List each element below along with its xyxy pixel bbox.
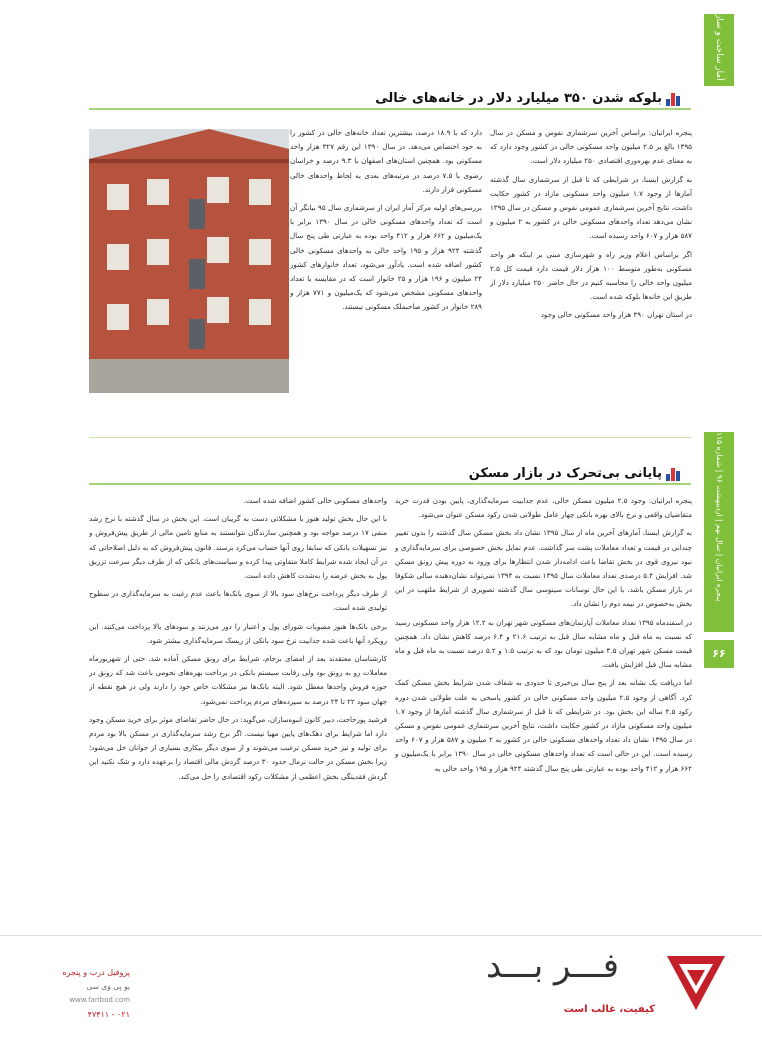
- divider: [89, 437, 691, 438]
- article1-title: بلوکه شدن ۳۵۰ میلیارد دلار در خانه‌های خالی: [375, 91, 662, 106]
- paragraph: در اسفندماه ۱۳۹۵ تعداد معاملات آپارتمان‌های مسکونی شهر تهران به ۱۲.۲ هزار واحد مسکونی رسید که نسبت به ماه قبل و ماه مشابه سال قبل به ترتیب ۲۱.۶ و ۶.۴ درصد کاهش نشان داد. همچنین قیمت مسکن شهر تهران ۴.۵ میلیون تومان بود که به ترتیب ۱.۵ و ۵.۲ درصد نسبت به ماه قبل و ماه مشابه سال قبل افزایش یافت.: [395, 617, 692, 670]
- paragraph: پنجره ایرانیان: وجود ۲.۵ میلیون مسکن خالی، عدم جذابیت سرمایه‌گذاری، پایین بودن قدرت خرید متقاضیان واقعی و نرخ بالای بهره بانکی چهار عامل طولانی شدن رکود مسکن عنوان می‌شود.: [395, 496, 692, 520]
- faribod-logo-icon: [665, 950, 727, 1012]
- paragraph: به گزارش ایسنا، در شرایطی که تا قبل از سرشماری سال گذشته آمارها از وجود ۱.۷ میلیون واحد مسکونی مازاد در کشور حکایت داشت، نتایج آخرین سرشماری عمومی نفوس و مسکن در سال ۱۳۹۵ نشان می‌دهد تعداد واحدهای مسکونی خالی در کشور به ۲ میلیون و ۵۸۷ هزار و ۶۰۷ واحد رسیده است.: [490, 174, 692, 241]
- paragraph: واحدهای مسکونی خالی کشور اضافه شده است.: [243, 496, 387, 505]
- paragraph: کارشناسان معتقدند بعد از امضای برجام، شرایط برای رونق مسکن آماده شد. حتی از شهریورماه معاملات رو به رونق بود ولی رقابت سیستم بانکی در پرداخت بهره‌های نجومی باعث شد که رونق در حوزه فروش واحدها معطل شود. البته بانک‌ها نیز مشکلات خاص خود را دارند ولی در هیچ نقطه از جهان سود ۲۲ تا ۲۴ درصد به سپرده‌های مردم پرداخت نمی‌شود.: [89, 654, 387, 706]
- paragraph: برخی بانک‌ها هنوز مصوبات شورای پول و اعتبار را دور می‌زنند و سودهای بالا پرداخت می‌کنند. این رویکرد آنها باعث شده جذابیت نرخ سود بانکی از ریسک سرمایه‌گذاری بیشتر شود.: [89, 621, 387, 645]
- bar-chart-icon: [666, 92, 682, 106]
- ad-profile-line: پروفیل درب و پنجره: [62, 968, 130, 977]
- article2-column-left: [89, 494, 387, 920]
- ad-brand: فـــر بـــد: [486, 946, 619, 986]
- article1-column-right: [490, 126, 692, 402]
- apartment-building-image: [89, 129, 289, 393]
- paragraph: پنجره ایرانیان: براساس آخرین سرشماری نفوس و مسکن در سال ۱۳۹۵ بالغ بر ۲.۵ میلیون واحد مسکونی خالی در کشور وجود دارد که به معنای عدم بهره‌وری اقتصادی ۲۵۰ میلیارد دلار است.: [490, 128, 692, 166]
- title-rule: [89, 483, 691, 485]
- section-label: آمار ساخت و ساز: [714, 14, 724, 81]
- article2-title: پایانی بی‌تحرک در بازار مسکن: [468, 466, 662, 481]
- paragraph: در استان تهران ۴۹۰ هزار واحد مسکونی خالی وجود: [540, 310, 692, 320]
- article2-column-right: [395, 494, 692, 920]
- section-tab: [704, 14, 734, 86]
- paragraph: به گزارش ایسنا، آمارهای آخرین ماه از سال ۱۳۹۵ نشان داد بخش مسکن سال گذشته را بدون تغییر چندانی در قیمت و تعداد معاملات پشت سر گذاشت. عدم تمایل بخش خصوصی برای سرمایه‌گذاری و نبود نیروی قوی در بخش تقاضا باعث ادامه‌دار شدن انتظارها برای ورود به دوره پیش رونق مسکن شد. افزایش ۵.۴ درصدی تعداد معاملات سال ۱۳۹۵ نسبت به ۱۳۹۴ نمی‌تواند نشان‌دهنده سالی شکوفا در بازار مسکن باشد. با این حال نوسانات سینوسی سال گذشته تصویری از شرایط ملتهب در این بخش به‌خصوص در نیمه دوم را نشان داد.: [395, 528, 692, 609]
- ad-slogan: کیفیت، غالب است: [563, 1004, 655, 1015]
- ad-sub-line: یو پی وی سی: [86, 982, 130, 991]
- paragraph: از طرف دیگر پرداخت نرخ‌های سود بالا از سوی بانک‌ها باعث عدم رغبت به سرمایه‌گذاری در سطوح تولیدی شده است.: [89, 589, 387, 613]
- paragraph: اما دریافت یک نشانه بعد از پنج سال بی‌خبری تا حدودی به شفاف شدن شرایط بخش مسکن کمک کرد. آگاهی از وجود ۲.۵ میلیون واحد مسکونی خالی در کشور پاسخی به علت طولانی شدن دوره رکود ۴.۵ ساله این بخش بود. در شرایطی که تا قبل از سرشماری سال گذشته آمارها از وجود ۱.۷ میلیون واحد مسکونی مازاد در کشور حکایت داشت، نتایج آخرین سرشماری عمومی نفوس و مسکن در سال ۱۳۹۵ نشان داد تعداد واحدهای مسکونی خالی در کشور به ۲ میلیون و ۵۸۷ هزار و ۶۰۷ واحد رسیده است. این در حالی است که تعداد واحدهای مسکونی خالی در سال ۱۳۹۰ برابر با یک‌میلیون و ۶۶۲ هزار و ۴۱۲ واحد بوده به عبارتی طی پنج سال گذشته ۹۲۴ هزار و ۱۹۵ واحد خالی به: [395, 678, 692, 773]
- ad-phone: ۰۲۱ - ۴۷۴۱۱: [87, 1010, 130, 1019]
- ad-website: www.faribod.com: [69, 996, 130, 1004]
- bar-chart-icon: [666, 467, 682, 481]
- paragraph: اگر براساس اعلام وزیر راه و شهرسازی مبنی بر اینکه هر واحد مسکونی به‌طور متوسط ۱۰۰ هزار دلار قیمت دارد قیمت کل ۲.۵ میلیون واحد خالی را محاسبه کنیم در حال حاضر ۲۵۰ میلیارد دلار از طریق این خانه‌ها بلوکه شده است.: [490, 249, 692, 302]
- paragraph: بررسی‌های اولیه مرکز آمار ایران از سرشماری سال ۹۵ بیانگر آن است که تعداد واحدهای مسکونی خالی در سال ۱۳۹۰ برابر با یک‌میلیون و ۶۶۲ هزار و ۴۱۲ واحد بوده به عبارتی طی پنج سال گذشته ۹۲۴ هزار و ۱۹۵ واحد خالی به واحدهای مسکونی خالی کشور اضافه شده است. یادآور می‌شود، تعداد خانوارهای کشور ۲۴ میلیون و ۱۹۶ هزار و ۲۵ خانوار است که در مقایسه با تعداد واحدهای مسکونی مشخص می‌شود که یک‌میلیون و ۷۷۱ هزار و ۲۸۹ خانوار در کشور صاحبملک مسکونی نیستند.: [290, 203, 482, 312]
- page-number: ۶۶: [704, 640, 734, 668]
- title-rule: [89, 108, 691, 110]
- paragraph: فرشید پورحاجت، دبیر کانون انبوه‌سازان، می‌گوید: در حال حاضر تقاضای موثر برای خرید مسکن وجود دارد اما شرایط برای دهک‌های پایین مهیا نیست. اگر نرخ رشد سرمایه‌گذاری در مسکن بالا بود مردم برای تولید و نیز خرید مسکن ترغیب می‌شوند و از سوی دیگر بیکاری بسیاری از جوانان حل می‌شود؛ زیرا بخش مسکن در حالت نرمال حدود ۳۰ درصد گردش مالی اقتصاد را برعهده دارد و شک نکنید این گردش فقدینگی بخش اعظمی از مشکلات رکود اقتصادی را حل می‌کند.: [89, 714, 387, 781]
- building-photo: [89, 129, 289, 393]
- issue-label: پنجره ایرانیان | سال نهم | اردیبهشت ۹۶ | شماره ۱۱۵: [715, 432, 724, 602]
- paragraph: دارد که با ۱۸.۹ درصد، بیشترین تعداد خانه‌های خالی در کشور را به خود اختصاص می‌دهد. در سال ۱۳۹۰ این رقم ۳۲۷ هزار واحد مسکونی بود. همچنین استان‌های اصفهان با ۹.۳ درصد و خراسان رضوی با ۷.۵ درصد در مرتبه‌های بعدی به لحاظ واحدهای خالی مسکونی قرار دارند.: [290, 128, 482, 194]
- paragraph: با این حال بخش تولید هنوز با مشکلاتی دست به گریبان است. این بخش در سال گذشته با نرخ رشد منفی ۱۷ درصد مواجه بود و همچنین سازندگان نتوانستند به منابع تامین مالی از طریق پیش‌فروش و نیز تسهیلات بانکی که سابقا روی آنها حساب می‌کرد برسند. قانون پیش‌فروش که به دلیل اصلاحاتی که در آن ایجاد شده شرایط کاملا متفاوتی پیدا کرده و سیاست‌های بانکی که از طرف دیگر سرعت تزریق پول به بخش عرضه را به‌شدت کاهش داده است.: [89, 514, 387, 581]
- advertisement: [0, 935, 762, 1046]
- article1-column-left: [290, 126, 482, 402]
- issue-strip: [704, 432, 734, 632]
